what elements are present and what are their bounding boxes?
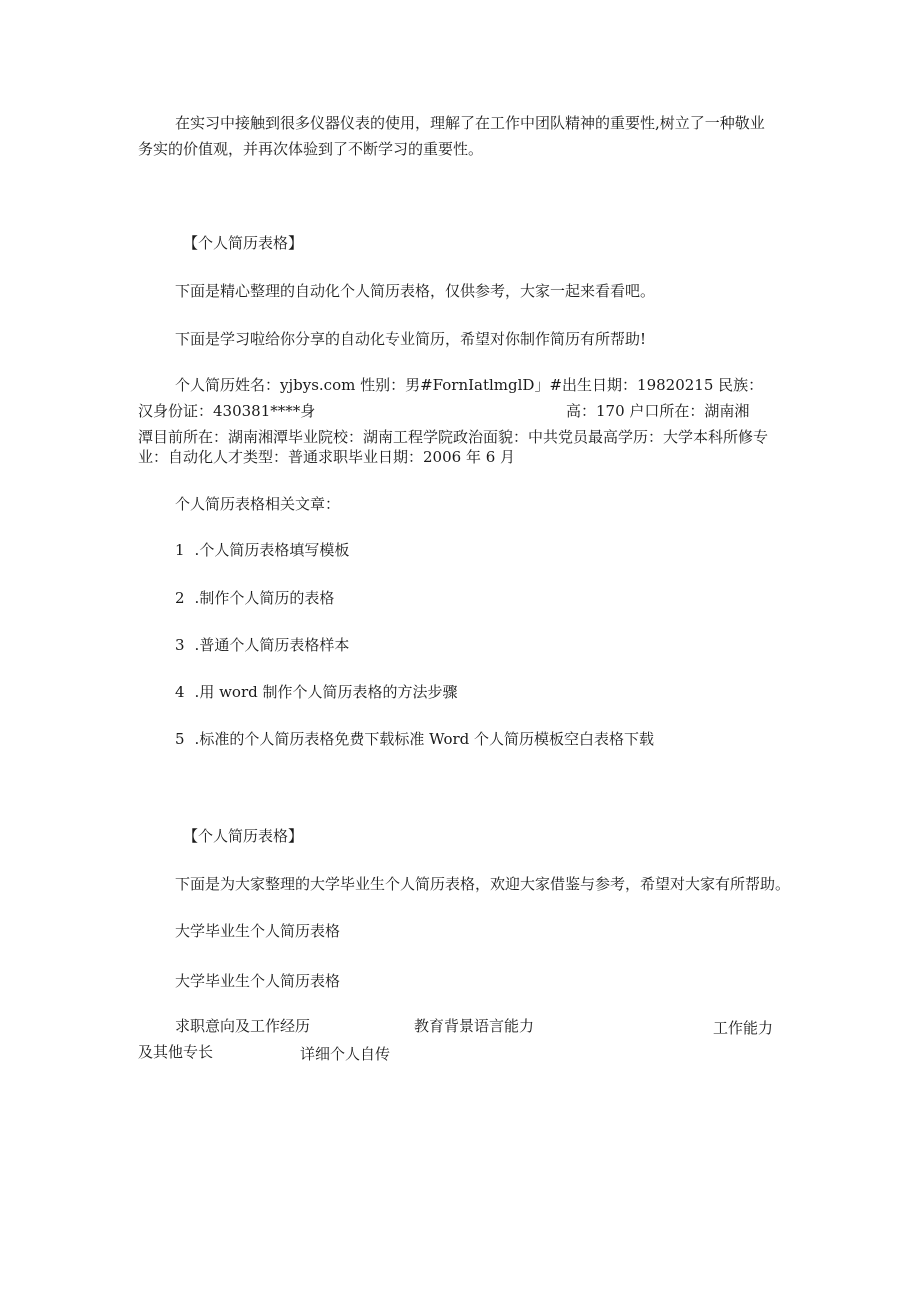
section1-heading: 【个人简历表格】 bbox=[183, 234, 304, 252]
intro-line-2: 务实的价值观，并再次体验到了不断学习的重要性。 bbox=[138, 140, 484, 158]
field-job-intent: 求职意向及工作经历 bbox=[175, 1017, 311, 1035]
related-item-4[interactable] bbox=[175, 679, 458, 705]
intro-line-1: 在实习中接触到很多仪器仪表的使用，理解了在工作中团队精神的重要性,树立了一种敬业 bbox=[175, 114, 765, 132]
related-item-number: 1 bbox=[175, 541, 185, 559]
resume-line-2b: 高：170 户口所在：湖南湘 bbox=[566, 402, 750, 420]
section2-para-1: 下面是为大家整理的大学毕业生个人简历表格，欢迎大家借鉴与参考，希望对大家有所帮助。 bbox=[175, 875, 791, 893]
section1-para-1: 下面是精心整理的自动化个人简历表格，仅供参考，大家一起来看看吧。 bbox=[175, 282, 656, 300]
field-autobiography: 详细个人自传 bbox=[300, 1045, 391, 1063]
related-item-text: .标准的个人简历表格免费下载标准 Word 个人简历模板空白表格下载 bbox=[194, 730, 655, 748]
field-work-ability: 工作能力 bbox=[713, 1019, 774, 1037]
related-heading: 个人简历表格相关文章： bbox=[175, 495, 341, 513]
field-other-skills: 及其他专长 bbox=[138, 1043, 214, 1061]
related-item-5[interactable] bbox=[175, 726, 654, 752]
related-item-number: 2 bbox=[175, 589, 185, 607]
related-item-1[interactable] bbox=[175, 537, 349, 563]
resume-line-3: 潭目前所在：湖南湘潭毕业院校：湖南工程学院政治面貌：中共党员最高学历：大学本科所修专 bbox=[138, 428, 769, 446]
resume-line-2a: 汉身份证：430381****身 bbox=[138, 402, 316, 420]
related-item-text: .个人简历表格填写模板 bbox=[194, 541, 350, 559]
related-item-3[interactable] bbox=[175, 632, 349, 658]
related-item-2[interactable] bbox=[175, 585, 334, 611]
related-item-number: 4 bbox=[175, 683, 185, 701]
related-item-text: .制作个人简历的表格 bbox=[194, 589, 335, 607]
section2-title-1: 大学毕业生个人简历表格 bbox=[175, 922, 341, 940]
section2-heading: 【个人简历表格】 bbox=[183, 827, 304, 845]
section2-title-2: 大学毕业生个人简历表格 bbox=[175, 972, 341, 990]
related-item-number: 5 bbox=[175, 730, 185, 748]
section1-para-2: 下面是学习啦给你分享的自动化专业简历，希望对你制作简历有所帮助! bbox=[175, 330, 647, 348]
resume-line-1: 个人简历姓名：yjbys.com 性别：男#FornIatlmglD」#出生日期：19820215 民族： bbox=[175, 376, 764, 394]
related-item-number: 3 bbox=[175, 636, 185, 654]
field-education: 教育背景语言能力 bbox=[414, 1017, 535, 1035]
related-item-text: .普通个人简历表格样本 bbox=[194, 636, 350, 654]
resume-line-4: 业：自动化人才类型：普通求职毕业日期：2006 年 6 月 bbox=[138, 448, 516, 466]
related-item-text: .用 word 制作个人简历表格的方法步骤 bbox=[194, 683, 458, 701]
